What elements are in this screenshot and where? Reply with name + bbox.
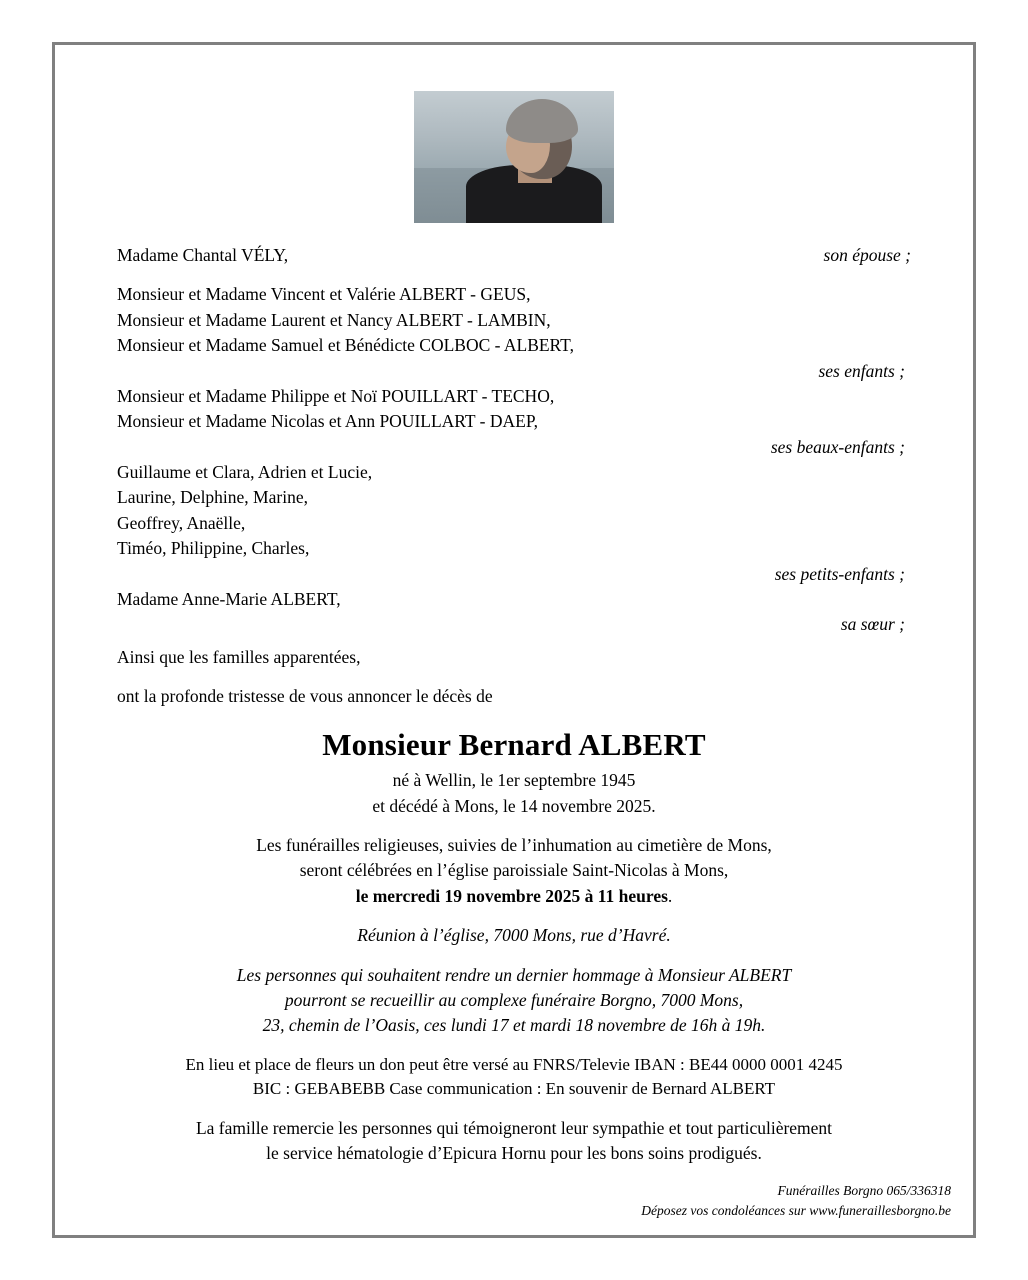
relative-name: Monsieur et Madame Laurent et Nancy ALBERT - LAMBIN, <box>117 309 551 330</box>
donation-line-2: BIC : GEBABEBB Case communication : En souvenir de Bernard ALBERT <box>252 1079 776 1099</box>
tribute-line-3: 23, chemin de l’Oasis, ces lundi 17 et mardi 18 novembre de 16h à 19h. <box>262 1015 766 1036</box>
other-families-line: Ainsi que les familles apparentées, <box>117 646 361 667</box>
relative-relation: ses petits-enfants ; <box>774 563 905 584</box>
card-inner <box>55 45 973 1235</box>
funeral-line-2: seront célébrées en l’église paroissiale Saint-Nicolas à Mons, <box>299 860 729 881</box>
funeral-line-1: Les funérailles religieuses, suivies de l’inhumation au cimetière de Mons, <box>256 835 772 856</box>
relative-group-spouse <box>117 243 911 268</box>
relative-name: Monsieur et Madame Vincent et Valérie ALBERT - GEUS, <box>117 284 531 305</box>
deceased-name: Monsieur Bernard ALBERT <box>322 727 706 763</box>
relative-name: Geoffrey, Anaëlle, <box>117 512 246 533</box>
portrait-photo <box>414 91 614 223</box>
relative-name: Guillaume et Clara, Adrien et Lucie, <box>117 462 373 482</box>
relative-relation: ses enfants ; <box>818 360 905 381</box>
deceased-birth: né à Wellin, le 1er septembre 1945 <box>392 770 636 791</box>
donation-line-1: En lieu et place de fleurs un don peut être versé au FNRS/Televie IBAN : BE44 0000 0001 4245 <box>185 1054 843 1074</box>
funeral-datetime-period: . <box>667 885 673 906</box>
relative-name: Monsieur et Madame Samuel et Bénédicte COLBOC - ALBERT, <box>117 335 574 356</box>
relative-name: Laurine, Delphine, Marine, <box>117 487 308 508</box>
relative-relation: ses beaux-enfants ; <box>770 436 905 457</box>
relative-name: Madame Chantal VÉLY, <box>117 245 289 265</box>
tribute-line-2: pourront se recueillir au complexe funéraire Borgno, 7000 Mons, <box>284 989 744 1010</box>
footer-condolences: Déposez vos condoléances sur www.funeraillesborgno.be <box>641 1202 951 1218</box>
funeral-datetime: le mercredi 19 novembre 2025 à 11 heures <box>355 885 668 906</box>
relative-name: Timéo, Philippine, Charles, <box>117 538 310 559</box>
relative-relation: sa sœur ; <box>840 614 905 635</box>
funeral-datetime-line <box>117 884 911 909</box>
card-content <box>55 223 973 1167</box>
meeting-line: Réunion à l’église, 7000 Mons, rue d’Havré. <box>357 925 671 946</box>
portrait-container <box>55 45 973 223</box>
deceased-death: et décédé à Mons, le 14 novembre 2025. <box>372 795 656 816</box>
footer-contact: Funérailles Borgno 065/336318 <box>777 1182 951 1198</box>
tribute-line-1: Les personnes qui souhaitent rendre un dernier hommage à Monsieur ALBERT <box>236 964 792 985</box>
footer <box>641 1181 951 1222</box>
thanks-line-2: le service hématologie d’Epicura Hornu pour les bons soins prodigués. <box>266 1143 762 1164</box>
relative-name: Monsieur et Madame Philippe et Noï POUILLART - TECHO, <box>117 385 555 406</box>
relative-name: Monsieur et Madame Nicolas et Ann POUILLART - DAEP, <box>117 411 538 432</box>
relative-group-children <box>117 282 911 384</box>
announcement-line: ont la profonde tristesse de vous annoncer le décès de <box>117 686 493 706</box>
relative-relation: son épouse ; <box>823 245 911 265</box>
relative-group-sister <box>117 587 911 638</box>
relative-name: Madame Anne-Marie ALBERT, <box>117 588 341 609</box>
thanks-line-1: La famille remercie les personnes qui témoigneront leur sympathie et tout particulièrement <box>195 1117 833 1138</box>
relative-group-stepchildren <box>117 384 911 460</box>
memorial-card <box>52 42 976 1238</box>
relative-group-grandchildren <box>117 460 911 587</box>
